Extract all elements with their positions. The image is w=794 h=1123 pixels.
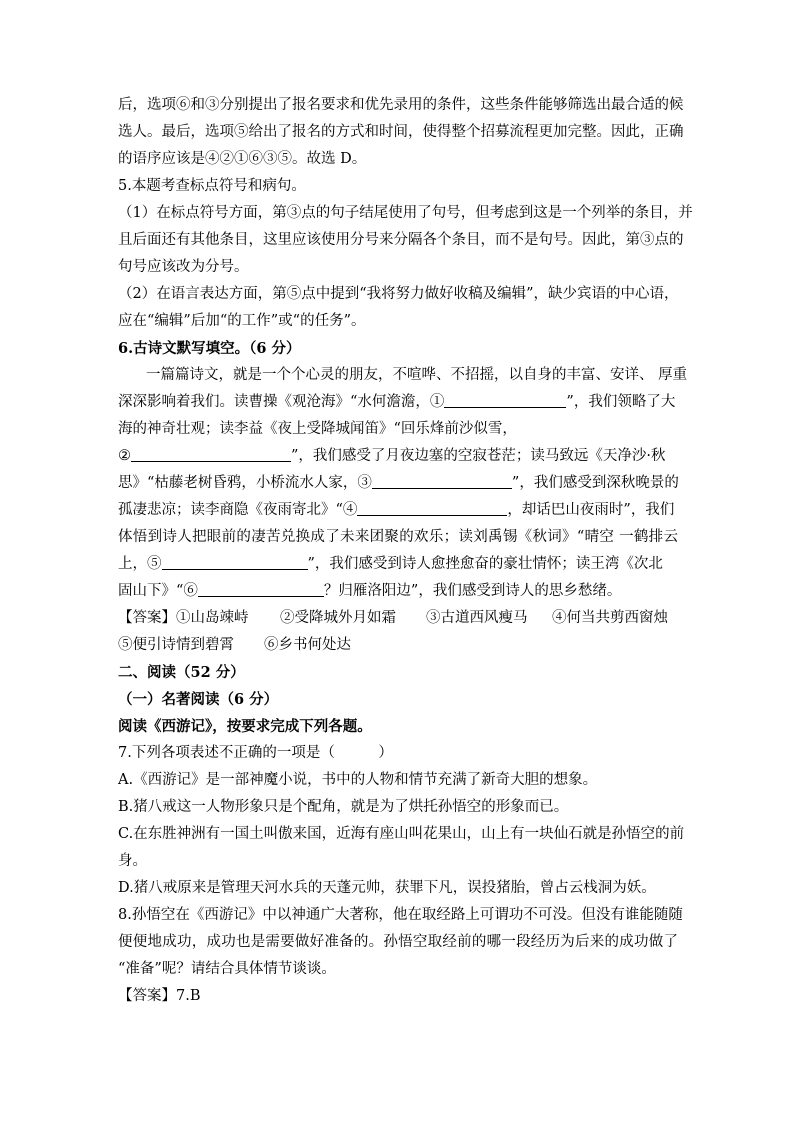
paragraph-line: 海的神奇壮观；读李益《夜上受降城闻笛》“回乐烽前沙似雪， [118, 421, 517, 437]
paragraph-line: （1）在标点符号方面，第③点的句子结尾使用了句号，但考虑到这是一个列举的条目，并 [118, 205, 693, 221]
answer-line-7: 【答案】7.B [118, 988, 201, 1004]
answer-item: ⑤便引诗情到碧霄 [118, 637, 234, 653]
paragraph-line: （2）在语言表达方面，第⑤点中提到“我将努力做好收稿及编辑”，缺少宾语的中心语， [118, 286, 679, 302]
line-text: ”，我们领略了大 [566, 394, 676, 410]
line-text: ”，我们感受到深秋晚景的 [511, 475, 679, 491]
option-c: C.在东胜神洲有一国土叫傲来国，近海有座山叫花果山，山上有一块仙石就是孙悟空的前 [118, 826, 685, 842]
option-b: B.猪八戒这一人物形象只是个配角，就是为了烘托孙悟空的形象而已。 [118, 799, 569, 815]
question-8-line: “准备”呢？请结合具体情节谈谈。 [118, 961, 336, 977]
question-7-stem: 7.下列各项表述不正确的一项是（ ） [118, 745, 393, 761]
answer-blank-3[interactable] [372, 472, 512, 489]
paragraph-line: 的语序应该是④②①⑥③⑤。故选 D。 [118, 151, 367, 167]
fill-line-5 [118, 551, 678, 578]
document-page [118, 92, 693, 1010]
paragraph-line: 后，选项⑥和③分别提出了报名要求和优先录用的条件，这些条件能够筛选出最合适的候 [118, 97, 684, 113]
paragraph-line: 且后面还有其他条目，这里应该使用分号来分隔各个条目，而不是句号。因此，第③点的 [118, 232, 684, 248]
answer-blank-2[interactable] [131, 445, 291, 462]
line-text: 深深影响着我们。读曹操《观沧海》“水何澹澹，① [118, 394, 445, 410]
line-text: ”，我们感受到诗人愈挫愈奋的豪壮情怀；读王湾《次北 [307, 556, 663, 572]
line-text: ”，我们感受了月夜边塞的空寂苍茫；读马致远《天净沙·秋 [291, 448, 666, 464]
line-text: ？归雁洛阳边”，我们感受到诗人的思乡愁绪。 [323, 583, 622, 599]
section-heading: 二、阅读（52 分） [118, 664, 245, 681]
option-a: A.《西游记》是一部神魔小说，书中的人物和情节充满了新奇大胆的想象。 [118, 772, 598, 788]
paragraph-line: 句号应该改为分号。 [118, 259, 249, 275]
option-c-continued: 身。 [118, 853, 147, 869]
answer-blank-1[interactable] [444, 391, 566, 408]
line-text: 固山下》“⑥ [118, 583, 198, 599]
answer-blank-4[interactable] [357, 499, 507, 516]
subsection-heading: （一）名著阅读（6 分） [118, 691, 279, 708]
instruction-text: 阅读《西游记》，按要求完成下列各题。 [118, 718, 372, 735]
question-8-line: 便便地成功，成功也是需要做好准备的。孙悟空取经前的哪一段经历为后来的成功做了 [118, 934, 678, 950]
answer-line-6b [118, 632, 678, 659]
option-d: D.猪八戒原来是管理天河水兵的天蓬元帅，获罪下凡，误投猪胎，曾占云栈洞为妖。 [118, 880, 656, 896]
answer-item: ④何当共剪西窗烛 [552, 610, 668, 626]
answer-item: ⑥乡书何处达 [264, 637, 351, 653]
paragraph-line: 应在“编辑”后加“的工作”或“的任务”。 [118, 313, 366, 329]
question-6-heading: 6.古诗文默写填空。（6 分） [118, 340, 301, 357]
line-text: 孤凄悲凉；读李商隐《夜雨寄北》“④ [118, 502, 358, 518]
paragraph-line: 体悟到诗人把眼前的凄苦兑换成了未来团聚的欢乐；读刘禹锡《秋词》“晴空 一鹤排云 [118, 529, 678, 545]
answer-item: 【答案】①山岛竦峙 [118, 610, 249, 626]
line-text: ② [118, 448, 131, 464]
answer-blank-6[interactable] [198, 580, 324, 597]
answer-item: ②受降城外月如霜 [280, 610, 396, 626]
paragraph-line: 一篇篇诗文，就是一个个心灵的朋友，不喧哗、不招摇，以自身的丰富、安详、 厚重 [146, 367, 688, 383]
answer-item: ③古道西风瘦马 [426, 610, 528, 626]
fill-line-6 [118, 578, 678, 605]
fill-line-1 [118, 389, 678, 416]
line-text: 思》“枯藤老树昏鸦，小桥流水人家，③ [118, 475, 372, 491]
answer-blank-5[interactable] [162, 553, 308, 570]
line-text: 上，⑤ [118, 556, 162, 572]
line-text: ，却话巴山夜雨时”，我们 [507, 502, 675, 518]
question-8-line: 8.孙悟空在《西游记》中以神通广大著称，他在取经路上可谓功不可没。但没有谁能随随 [118, 907, 683, 923]
answer-line-6a [118, 605, 678, 632]
fill-line-3 [118, 470, 678, 497]
fill-line-2 [118, 443, 678, 470]
question-5-heading: 5.本题考查标点符号和病句。 [118, 178, 306, 194]
paragraph-line: 选人。最后，选项⑤给出了报名的方式和时间，使得整个招募流程更加完整。因此，正确 [118, 124, 684, 140]
fill-line-4 [118, 497, 678, 524]
